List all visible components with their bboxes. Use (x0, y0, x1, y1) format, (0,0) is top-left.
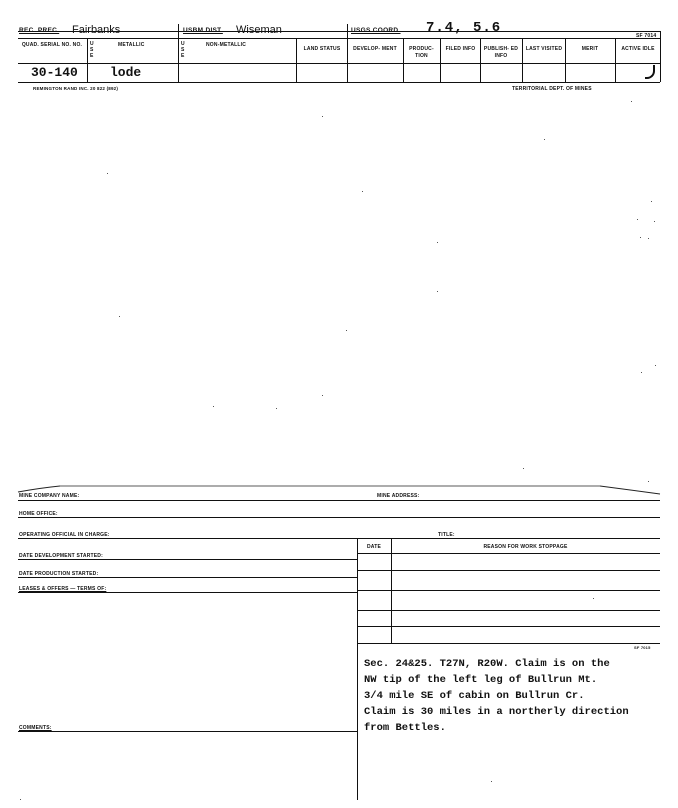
home-office-label: HOME OFFICE: (19, 511, 58, 517)
col-active-idle: ACTIVE IDLE (621, 46, 655, 52)
col-use-metallic: U S E (90, 41, 94, 59)
date-development-started-label: DATE DEVELOPMENT STARTED: (19, 553, 103, 559)
col-published-info: PUBLISH- ED INFO (483, 46, 519, 59)
usbm-dist-label: USBM DIST. (183, 27, 223, 34)
col-development: DEVELOP- MENT (353, 46, 397, 52)
title-label: TITLE: (438, 532, 455, 538)
col-nonmetallic: NON-METALLIC (206, 42, 247, 48)
reason-column-header: REASON FOR WORK STOPPAGE (483, 544, 568, 550)
usgs-coord-value: 7.4, 5.6 (426, 20, 502, 36)
notes-line-2: NW tip of the left leg of Bullrun Mt. (364, 674, 598, 686)
form-number-top: SF 7014 (636, 33, 657, 39)
usgs-coord-label: USGS COORD. (351, 27, 401, 34)
mine-company-name-label: MINE COMPANY NAME: (19, 493, 80, 499)
col-merit: MERIT (581, 46, 599, 52)
col-filed-info: FILED INFO (445, 46, 476, 52)
col-quad-serial: QUAD. SERIAL NO. NO. (21, 42, 83, 48)
leases-offers-label: LEASES & OFFERS — TERMS OF: (19, 586, 107, 592)
dept-name: TERRITORIAL DEPT. OF MINES (512, 86, 592, 92)
usbm-dist-value: Wiseman (236, 24, 282, 36)
notes-line-4: Claim is 30 miles in a northerly direction (364, 706, 629, 718)
printer-info: REMINGTON RAND INC. 20 822 (892) (33, 86, 119, 91)
mine-address-label: MINE ADDRESS: (377, 493, 420, 499)
rec-prec-label: REC. PREC. (19, 27, 60, 34)
rec-prec-value: Fairbanks (72, 24, 121, 36)
col-land-status: LAND STATUS (303, 46, 341, 52)
col-use-nonmetallic: U S E (181, 41, 185, 59)
date-column-header: DATE (366, 544, 382, 550)
record-metallic: lode (110, 65, 142, 80)
date-production-started-label: DATE PRODUCTION STARTED: (19, 571, 99, 577)
notes-line-5: from Bettles. (364, 722, 446, 734)
form-number-bottom: SF 7015 (634, 645, 651, 650)
notes-line-3: 3/4 mile SE of cabin on Bullrun Cr. (364, 690, 585, 702)
record-quad-serial: 30-140 (31, 65, 78, 80)
notes-line-1: Sec. 24&25. T27N, R20W. Claim is on the (364, 658, 610, 670)
col-last-visited: LAST VISITED (525, 46, 563, 52)
col-production: PRODUC- TION (409, 46, 434, 59)
comments-label: COMMENTS: (19, 725, 52, 731)
operating-official-label: OPERATING OFFICIAL IN CHARGE: (19, 532, 110, 538)
col-metallic: METALLIC (118, 42, 145, 48)
